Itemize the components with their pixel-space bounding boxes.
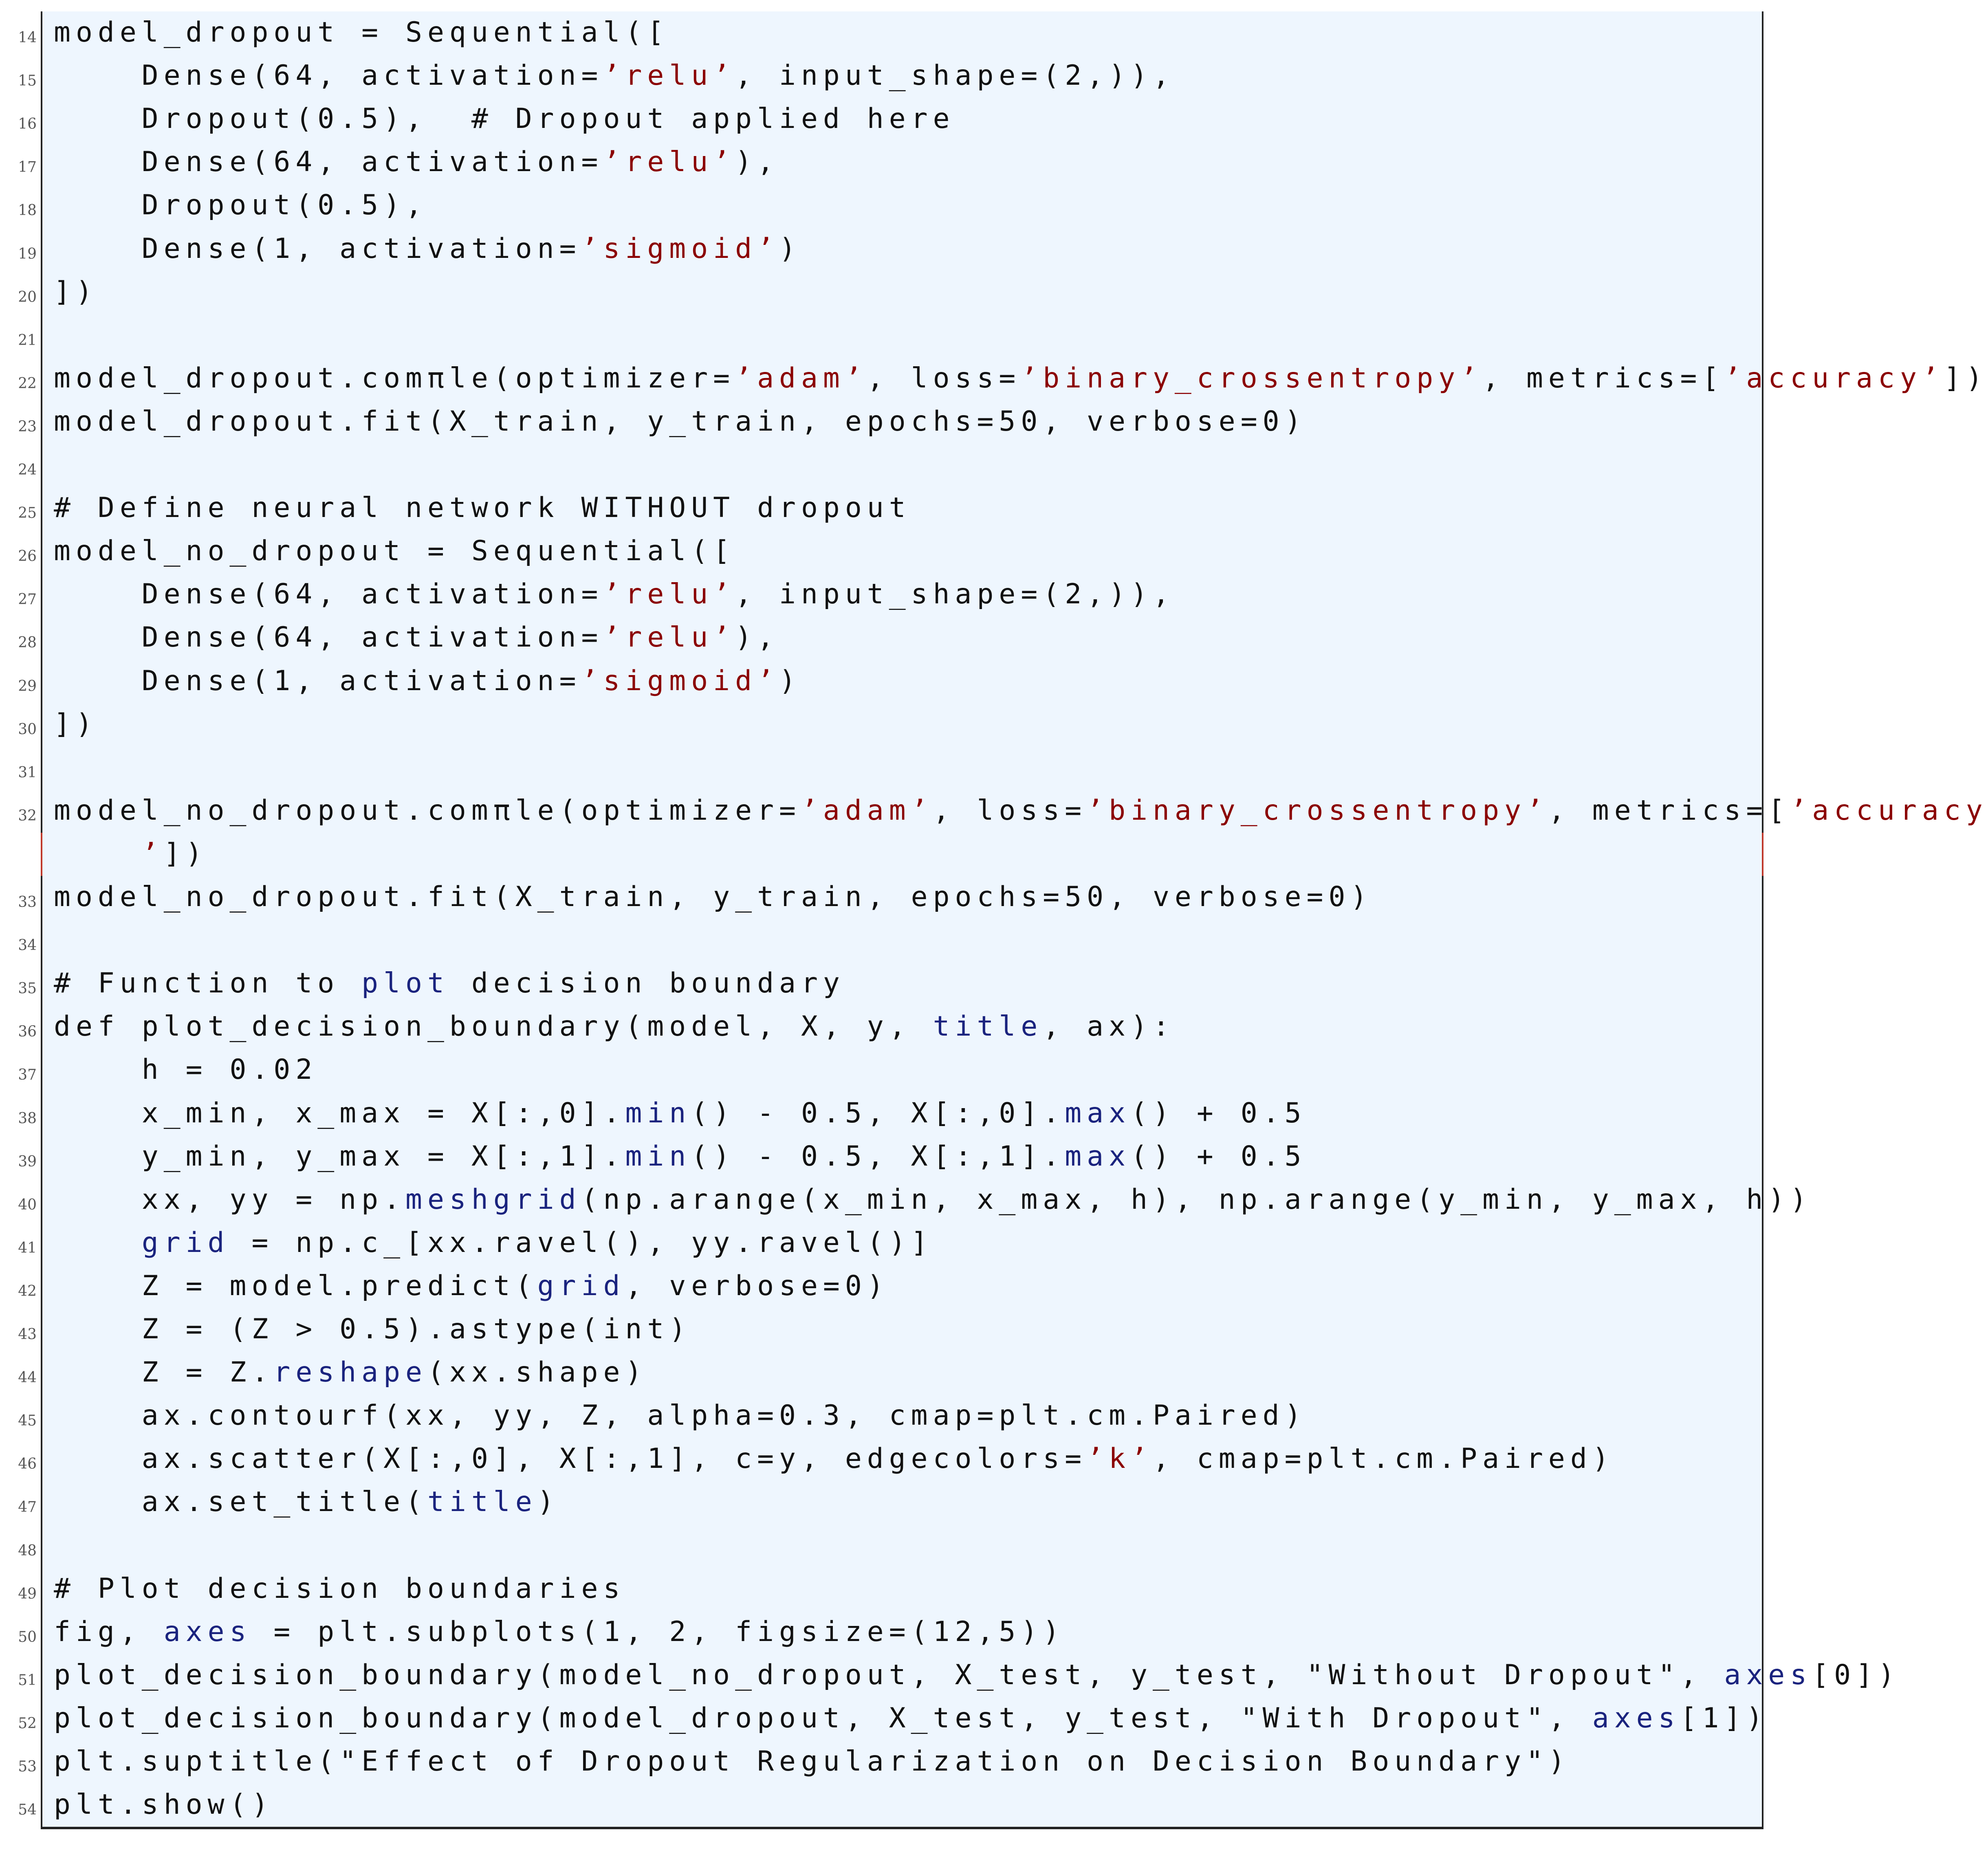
code-text [54,1227,933,1259]
code-token: = plt.subplots(1, 2, figsize=(12,5)) [251,1615,1065,1648]
code-token: () + 0.5 [1131,1097,1307,1129]
code-token: y_min, y_max = X[:,1]. [54,1140,625,1172]
line-number: 54 [18,1802,37,1819]
code-text [54,1399,1307,1432]
code-token: , cmap=plt.cm.Paired) [1152,1443,1614,1475]
line-number: 14 [18,29,37,46]
line-number: 19 [18,245,37,262]
code-token: = np.c_[xx.ravel(), yy.ravel()] [229,1226,933,1259]
line-number: 31 [18,764,37,781]
keyword-token: reshape [273,1356,427,1389]
code-text [54,1745,1570,1778]
code-text [54,578,1175,611]
string-literal: ’accuracy [1790,794,1988,827]
code-text [54,1356,647,1389]
code-text [54,665,801,697]
code-line [0,1568,1784,1611]
line-number: 48 [18,1542,37,1559]
line-number: 28 [18,634,37,651]
code-token: , metrics=[ [1482,362,1724,394]
line-number: 20 [18,288,37,306]
line-number: 37 [18,1067,37,1084]
code-text [54,1573,625,1605]
line-number: 34 [18,937,37,954]
code-text [54,1659,1900,1692]
line-number: 39 [18,1153,37,1170]
code-token: fig, [54,1615,164,1648]
code-line [0,98,1784,141]
code-token: Dense(64, activation= [54,146,603,178]
string-literal: ’relu’ [603,621,735,654]
line-number: 30 [18,721,37,738]
code-token: ax.scatter(X[:,0], X[:,1], c=y, edgecolors= [54,1443,1087,1475]
line-number: 44 [18,1369,37,1386]
code-token: ax.set_title( [54,1486,427,1518]
line-number: 23 [18,418,37,435]
code-token: ]) [54,275,98,308]
code-token: Z = model.predict( [54,1269,537,1302]
code-text [54,405,1307,438]
code-line [0,1265,1784,1308]
code-text [54,103,955,135]
code-text [54,708,98,741]
line-number: 26 [18,548,37,565]
code-token: Dense(64, activation= [54,578,603,611]
line-number: 50 [18,1628,37,1645]
string-literal: ’relu’ [603,59,735,92]
code-line [0,660,1784,703]
keyword-token: title [933,1010,1043,1043]
code-token: Z = Z. [54,1356,274,1389]
code-line [0,573,1784,616]
code-line [0,271,1784,314]
line-number: 40 [18,1196,37,1213]
string-literal: ’binary_crossentropy’ [1021,362,1483,394]
code-line [0,1481,1784,1524]
code-token: () - 0.5, X[:,0]. [691,1097,1065,1129]
code-text [54,1443,1614,1475]
line-number: 22 [18,375,37,392]
code-line [0,1395,1784,1438]
code-token: () - 0.5, X[:,1]. [691,1140,1065,1172]
code-text [54,1010,1175,1043]
code-line [0,1654,1900,1697]
line-number: 18 [18,202,37,219]
string-literal: ’adam’ [735,362,867,394]
code-token: Dropout(0.5), [54,189,427,222]
code-line [0,400,1784,444]
line-number: 27 [18,591,37,608]
code-token: , verbose=0) [625,1269,889,1302]
code-line [0,1351,1784,1395]
wrap-marker-left [41,833,42,876]
code-token: () + 0.5 [1131,1140,1307,1172]
code-line [0,1308,1784,1351]
code-line [0,11,1784,55]
line-number: 21 [18,332,37,349]
line-number: 29 [18,678,37,695]
code-text [54,1702,1768,1735]
code-token: ax.contourf(xx, yy, Z, alpha=0.3, cmap=plt.cm.Paired) [54,1399,1307,1432]
code-line [0,919,1784,962]
keyword-token: plot [361,967,449,1000]
code-token: model_no_dropout = Sequential([ [54,535,735,568]
keyword-token: max [1065,1140,1131,1172]
code-line [0,1524,1784,1568]
code-text [54,1313,691,1346]
line-number: 38 [18,1110,37,1127]
code-line [0,1222,1784,1265]
code-token: [0]) [1812,1659,1900,1691]
code-token [54,1227,142,1259]
line-number: 46 [18,1456,37,1473]
code-token: Dense(1, activation= [54,664,581,697]
code-line [0,1135,1784,1179]
code-line [0,487,1784,530]
line-number: 52 [18,1715,37,1732]
code-line [0,1740,1784,1784]
code-line [0,746,1784,790]
line-number: 51 [18,1672,37,1689]
code-token: (np.arange(x_min, x_max, h), np.arange(y_min, y_max, h)) [581,1183,1812,1216]
code-text [54,492,911,524]
code-text [54,621,779,654]
code-token: # Plot decision boundaries [54,1572,625,1605]
code-line [0,962,1784,1005]
code-token: , input_shape=(2,)), [735,59,1175,92]
code-text [54,1097,1307,1130]
code-text [54,794,1988,827]
line-number: 45 [18,1412,37,1430]
code-token: plt.suptitle("Effect of Dropout Regularization on Decision Boundary") [54,1745,1570,1777]
code-text [54,1140,1307,1173]
code-token: plot_decision_boundary(model_dropout, X_test, y_test, "With Dropout", [54,1702,1592,1734]
code-text [54,146,779,178]
code-token: model_no_dropout.comπle(optimizer= [54,794,801,827]
code-text [54,362,1988,395]
code-token: model_dropout.fit(X_train, y_train, epochs=50, verbose=0) [54,405,1307,438]
code-text [54,535,735,568]
code-line [0,184,1784,227]
keyword-token: axes [1724,1659,1812,1691]
line-number: 25 [18,505,37,522]
code-text [54,1270,889,1302]
string-literal: ’relu’ [603,578,735,611]
code-token: Z = (Z > 0.5).astype(int) [54,1313,691,1345]
keyword-token: grid [141,1226,230,1259]
line-number: 17 [18,159,37,176]
string-literal: ’adam’ [801,794,933,827]
code-token: ), [735,146,779,178]
line-number: 32 [18,807,37,824]
code-text [54,1486,559,1518]
code-token: xx, yy = np. [54,1183,406,1216]
code-token: ) [537,1486,559,1518]
code-token: x_min, x_max = X[:,0]. [54,1097,625,1129]
code-token: # Define neural network WITHOUT dropout [54,492,911,524]
wrap-marker-right [1762,833,1763,876]
code-token: , ax): [1043,1010,1175,1043]
string-literal: ’sigmoid’ [581,664,779,697]
keyword-token: title [427,1486,537,1518]
line-number: 24 [18,462,37,478]
code-token [54,838,142,870]
line-number: 49 [18,1585,37,1602]
code-token: # Function to [54,967,362,1000]
code-line [0,314,1784,357]
code-text [54,276,98,308]
string-literal: ’relu’ [603,146,735,178]
code-line [0,833,1784,876]
code-token: model_dropout.comπle(optimizer= [54,362,735,394]
code-token: , loss= [933,794,1087,827]
code-token: model_no_dropout.fit(X_train, y_train, epochs=50, verbose=0) [54,881,1373,913]
line-number: 33 [18,894,37,911]
code-token: Dense(64, activation= [54,621,603,654]
code-text [54,1054,317,1086]
code-token: ), [735,621,779,654]
code-token: ]) [1944,362,1988,394]
keyword-token: axes [1592,1702,1680,1734]
keyword-token: min [625,1097,691,1129]
keyword-token: max [1065,1097,1131,1129]
string-literal: ’k’ [1087,1443,1153,1475]
line-number: 53 [18,1758,37,1775]
code-token: [1]) [1680,1702,1768,1734]
string-literal: ’accuracy’ [1724,362,1944,394]
code-line [0,1611,1784,1654]
code-line [0,616,1784,660]
code-text [54,881,1372,913]
code-token: ) [779,232,801,265]
code-text [54,233,801,265]
code-token: plt.show() [54,1788,274,1821]
line-number: 35 [18,980,37,997]
code-line [0,790,1988,833]
keyword-token: grid [537,1269,625,1302]
code-text [54,189,427,222]
code-line [0,228,1784,271]
code-line [0,1005,1784,1049]
code-line [0,1049,1784,1092]
code-text [54,1616,1065,1648]
code-line [0,55,1784,98]
code-token: Dropout(0.5), # Dropout applied here [54,103,955,135]
code-line [0,444,1784,487]
line-number: 47 [18,1499,37,1516]
line-number: 41 [18,1239,37,1256]
code-line [0,1784,1784,1827]
code-token: Dense(1, activation= [54,232,581,265]
code-line [0,141,1784,184]
line-number: 42 [18,1282,37,1300]
code-line [0,1179,1812,1222]
code-text [54,16,669,49]
line-number: 16 [18,116,37,133]
code-text [54,59,1175,92]
code-token: ) [779,664,801,697]
code-text [54,838,208,870]
code-text [54,1788,273,1821]
code-token: ]) [54,708,98,740]
code-token: (xx.shape) [427,1356,647,1389]
string-literal: ’sigmoid’ [581,232,779,265]
code-line [0,876,1784,919]
code-token: , loss= [867,362,1021,394]
code-line [0,1438,1784,1481]
code-token: plot_decision_boundary(model_no_dropout, X_test, y_test, "Without Dropout", [54,1659,1724,1691]
code-line [0,357,1988,400]
code-line [0,1092,1784,1135]
code-line [0,530,1784,573]
line-number: 15 [18,73,37,90]
code-token: model_dropout = Sequential([ [54,16,669,48]
code-token: Dense(64, activation= [54,59,603,92]
code-text [54,967,845,1000]
code-token: def plot_decision_boundary(model, X, y, [54,1010,933,1043]
string-literal: ’binary_crossentropy’ [1087,794,1548,827]
code-token: h = 0.02 [54,1054,318,1086]
code-token: , input_shape=(2,)), [735,578,1175,611]
code-text [54,1183,1812,1216]
line-number: 36 [18,1023,37,1040]
line-number: 43 [18,1326,37,1343]
keyword-token: axes [163,1615,252,1648]
keyword-token: meshgrid [405,1183,581,1216]
code-token: , metrics=[ [1548,794,1790,827]
keyword-token: min [625,1140,691,1172]
code-line [0,1697,1784,1740]
code-token: ]) [163,837,208,870]
code-line [0,703,1784,746]
code-token: decision boundary [449,967,845,1000]
string-literal: ’ [141,837,164,870]
